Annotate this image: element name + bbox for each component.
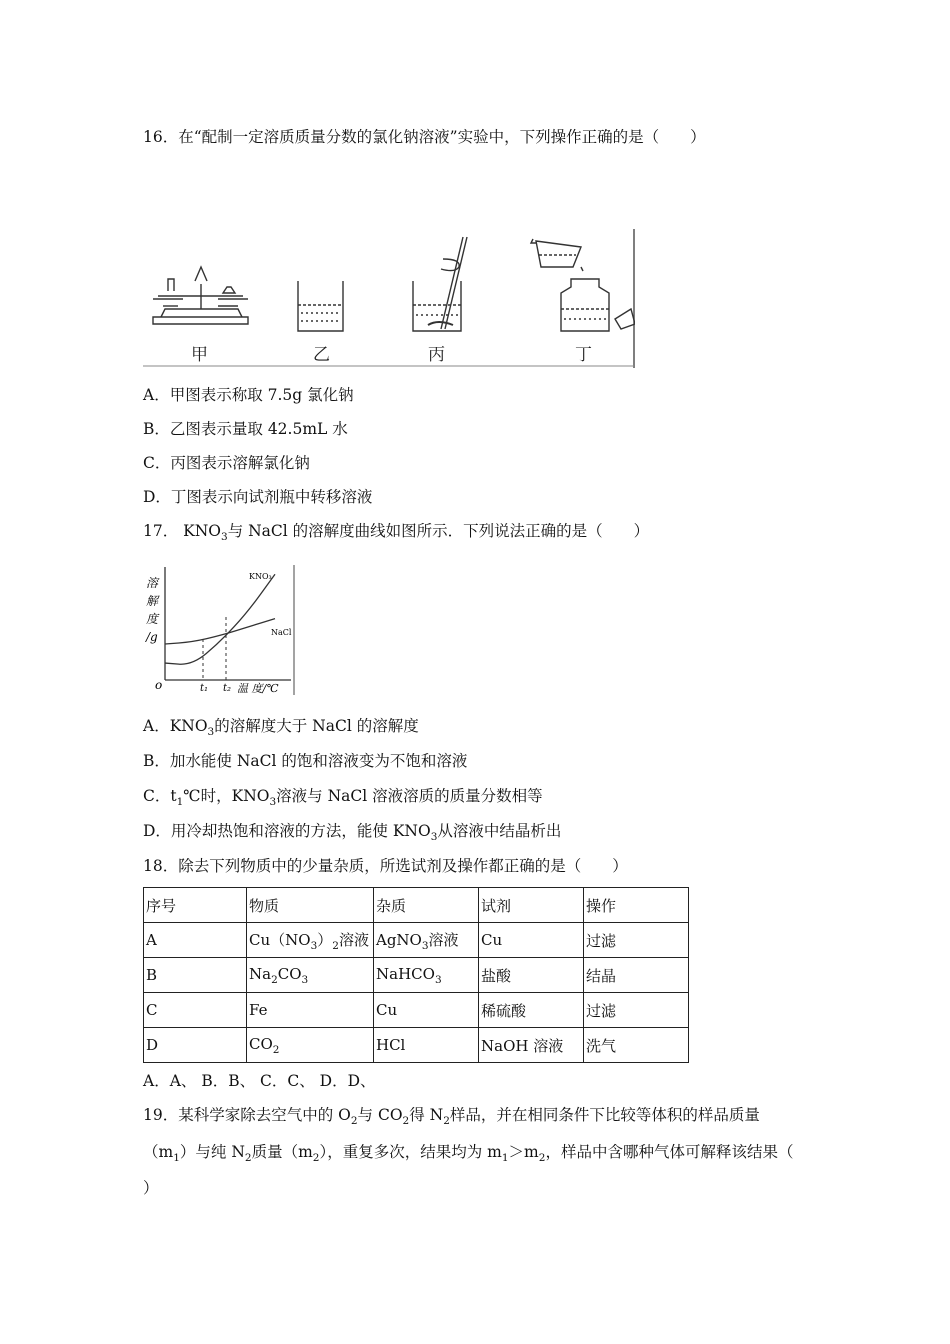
q17-stem: 17． $KNO_3$与 NaCl 的溶解度曲线如图所示．下列说法正确的是（ ）	[143, 522, 650, 543]
row-impurity: HCl	[374, 1028, 479, 1063]
header-cell: 试剂	[479, 888, 584, 923]
row-id: D	[144, 1028, 247, 1063]
q19-line-2: $(m_1)$与纯 $N_2$质量$(m_2)$，重复多次，结果均为 $m_1>m_2$，样品中含哪种气体可解释该结果（	[143, 1143, 794, 1164]
header-cell: 序号	[144, 888, 247, 923]
row-impurity: Cu	[374, 993, 479, 1028]
table-row	[144, 993, 689, 1028]
q17-option-d: D．用冷却热饱和溶液的方法，能使 $KNO_3$从溶液中结晶析出	[143, 822, 562, 843]
q18-table	[143, 887, 689, 1063]
q16-option-b: B．乙图表示量取 42.5mL 水	[143, 420, 348, 438]
q17-option-b: B．加水能使 NaCl 的饱和溶液变为不饱和溶液	[143, 752, 468, 770]
stirring-rod-beaker-icon	[413, 237, 467, 331]
solubility-chart	[143, 565, 295, 695]
row-reagent: NaOH 溶液	[479, 1028, 584, 1063]
table-header-row	[144, 888, 689, 923]
q17-option-a: A．$KNO_3$的溶解度大于 NaCl 的溶解度	[143, 717, 419, 738]
y-label-char-3: 度	[146, 612, 159, 626]
table-row	[144, 958, 689, 993]
header-cell: 操作	[584, 888, 689, 923]
y-label-char-1: 溶	[146, 576, 159, 590]
q16-stem: 16．在“配制一定溶质质量分数的氯化钠溶液”实验中，下列操作正确的是（ ）	[143, 128, 706, 146]
row-reagent: 盐酸	[479, 958, 584, 993]
q16-option-a: A．甲图表示称取 7.5g 氯化钠	[143, 386, 354, 404]
q19-line-1: 19．某科学家除去空气中的 $O_2$与 $CO_2$得 $N_2$样品，并在相同条件下比较等体积的样品质量	[143, 1106, 760, 1127]
tick-t1: t₁	[200, 683, 209, 694]
q18-stem: 18．除去下列物质中的少量杂质，所选试剂及操作都正确的是（ ）	[143, 857, 628, 875]
y-label-char-2: 解	[146, 594, 159, 608]
q16-option-c: C．丙图表示溶解氯化钠	[143, 454, 310, 472]
origin-label: o	[155, 678, 163, 692]
fig-label-ding: 丁	[575, 345, 592, 365]
kno3-curve	[165, 574, 275, 664]
row-substance: $Cu(NO_3)_2$溶液	[247, 923, 374, 958]
row-impurity: NaHCO$_3$	[374, 958, 479, 993]
legend-nacl: NaCl	[271, 628, 292, 637]
balance-icon	[153, 267, 248, 324]
reagent-bottle-icon	[531, 239, 635, 331]
row-operation: 过滤	[584, 993, 689, 1028]
row-operation: 过滤	[584, 923, 689, 958]
beaker-icon	[298, 281, 343, 331]
q19-line-3: ）	[143, 1179, 159, 1197]
q18-answer-options: A．A、 B．B、 C．C、 D．D、	[143, 1072, 376, 1090]
row-operation: 结晶	[584, 958, 689, 993]
fig-label-bing: 丙	[428, 345, 445, 365]
row-id: A	[144, 923, 247, 958]
table-row	[144, 923, 689, 958]
row-reagent: Cu	[479, 923, 584, 958]
row-id: B	[144, 958, 247, 993]
fig-label-yi: 乙	[313, 345, 330, 365]
y-label-char-4: /g	[146, 630, 158, 644]
table-row	[144, 1028, 689, 1063]
tick-t2: t₂	[223, 683, 232, 694]
x-axis-label: 温 度/℃	[237, 682, 279, 695]
row-substance: Fe	[247, 993, 374, 1028]
row-impurity: AgNO$_3$溶液	[374, 923, 479, 958]
row-reagent: 稀硫酸	[479, 993, 584, 1028]
q17-option-c: C．$t_1℃$时，$KNO_3$溶液与 NaCl 溶液溶质的质量分数相等	[143, 787, 543, 808]
row-operation: 洗气	[584, 1028, 689, 1063]
row-id: C	[144, 993, 247, 1028]
legend-kno3: KNO₃	[249, 572, 272, 581]
row-substance: $Na_2CO_3$	[247, 958, 374, 993]
row-substance: $CO_2$	[247, 1028, 374, 1063]
q16-apparatus-figure	[143, 229, 635, 368]
q16-option-d: D．丁图表示向试剂瓶中转移溶液	[143, 488, 373, 506]
fig-label-jia: 甲	[191, 345, 208, 365]
header-cell: 杂质	[374, 888, 479, 923]
header-cell: 物质	[247, 888, 374, 923]
